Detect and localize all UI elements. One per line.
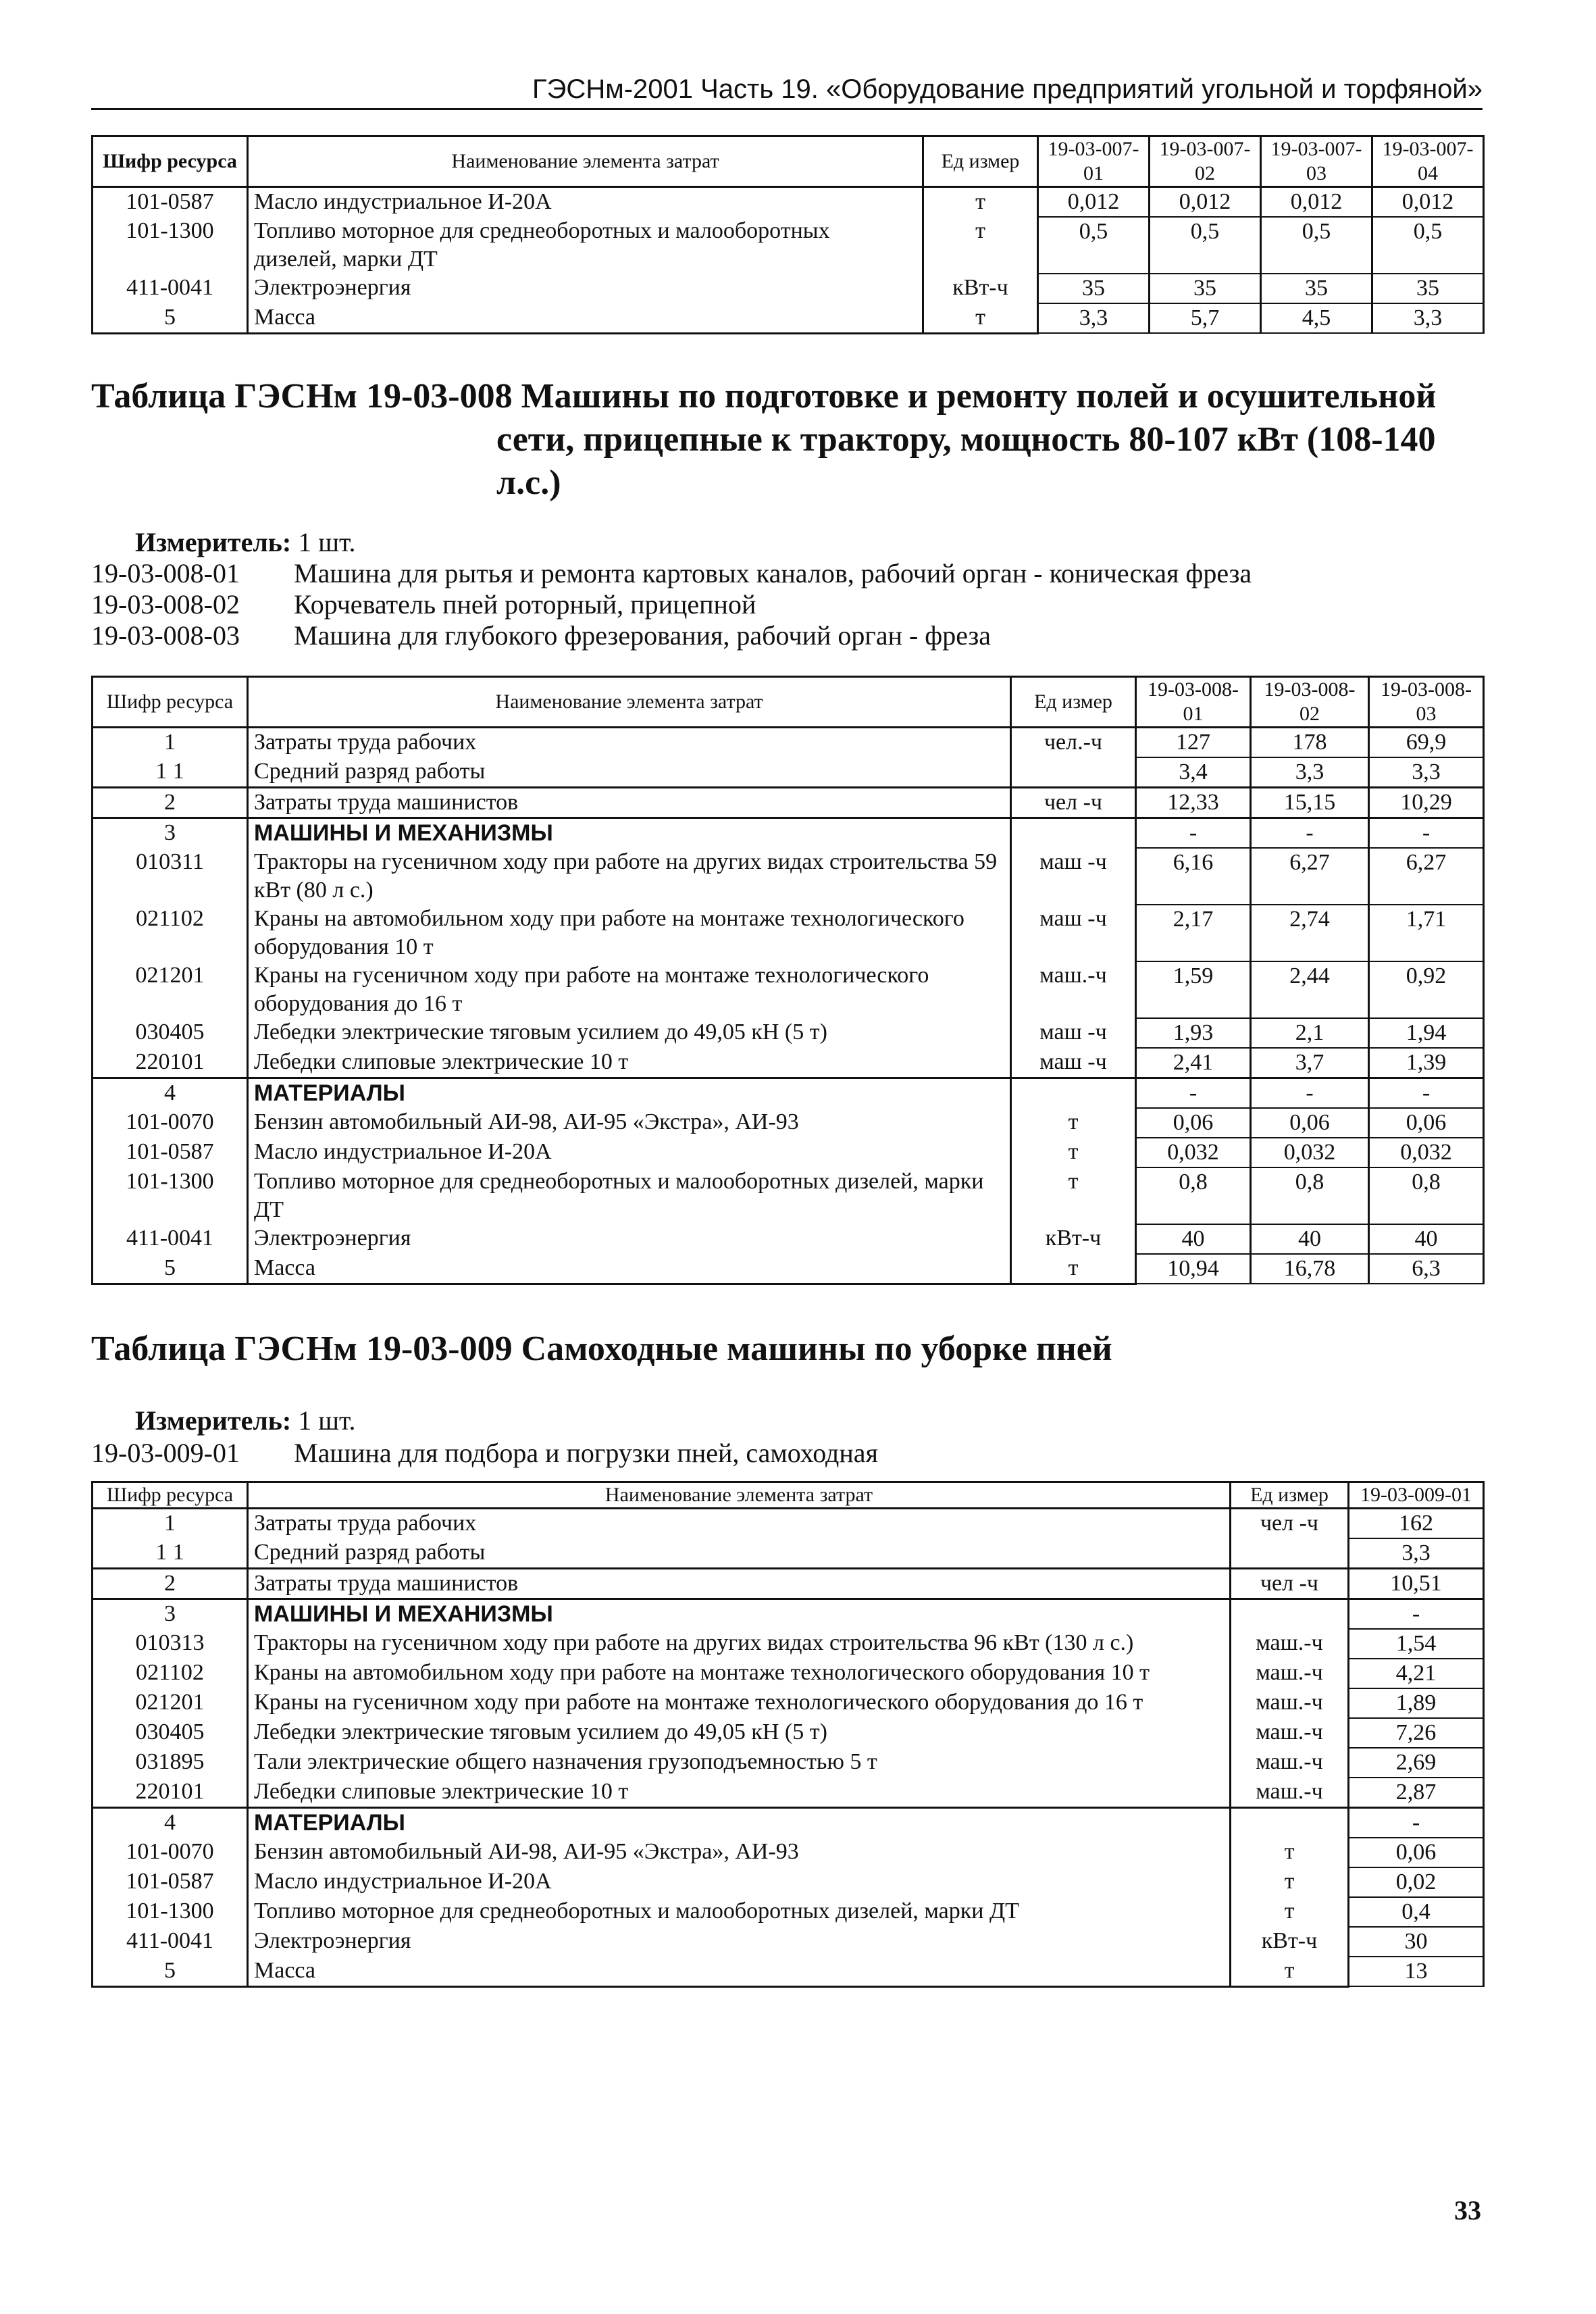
item-list-19-03-009 xyxy=(91,1438,878,1469)
unit-cell: маш.-ч xyxy=(1231,1659,1349,1688)
unit-cell xyxy=(1231,1538,1349,1569)
table-header-row xyxy=(93,1482,1484,1509)
title-line: л.с.) xyxy=(496,463,561,502)
unit-cell: т xyxy=(1231,1897,1349,1927)
value-cell: 3,3 xyxy=(1349,1538,1484,1569)
value-cell: 0,012 xyxy=(1372,187,1484,218)
value-cell: 0,02 xyxy=(1349,1867,1484,1897)
unit-cell: маш.-ч xyxy=(1231,1778,1349,1808)
unit-cell xyxy=(1231,1599,1349,1630)
item-description: Машина для глубокого фрезерования, рабочий орган - фреза xyxy=(294,620,992,651)
unit-cell: чел.-ч xyxy=(1011,728,1136,758)
unit-cell: чел -ч xyxy=(1011,788,1136,818)
value-cell: 2,74 xyxy=(1251,905,1369,961)
value-cell: 1,54 xyxy=(1349,1629,1484,1659)
table-row xyxy=(93,961,1484,1018)
unit-cell: маш.-ч xyxy=(1231,1688,1349,1718)
cost-element-name-cell: Затраты труда рабочих xyxy=(248,728,1011,758)
cost-element-name-cell: МАШИНЫ И МЕХАНИЗМЫ xyxy=(248,1599,1231,1630)
cost-element-name-cell: Краны на автомобильном ходу при работе на монтаже технологического оборудования 10 т xyxy=(248,905,1011,961)
unit-cell: т xyxy=(1011,1108,1136,1138)
resource-code-cell: 030405 xyxy=(93,1018,248,1048)
item-description: Корчеватель пней роторный, прицепной xyxy=(294,589,756,620)
resource-code-cell: 1 1 xyxy=(93,757,248,788)
value-cell: 6,27 xyxy=(1369,848,1484,905)
value-cell: 1,93 xyxy=(1136,1018,1251,1048)
table-row xyxy=(93,1138,1484,1167)
resource-code-cell: 021201 xyxy=(93,961,248,1018)
value-cell: 2,41 xyxy=(1136,1048,1251,1078)
item-code: 19-03-008-02 xyxy=(91,589,240,620)
table-row xyxy=(93,1867,1484,1897)
item-code: 19-03-008-01 xyxy=(91,558,240,588)
cost-element-name-cell: Электроэнергия xyxy=(248,1224,1011,1254)
cost-element-name-cell: Масло индустриальное И-20А xyxy=(248,1138,1011,1167)
table-row xyxy=(93,757,1484,788)
value-cell: 0,012 xyxy=(1261,187,1372,218)
col-header: 19-03-008-03 xyxy=(1369,677,1484,728)
col-header: Наименование элемента затрат xyxy=(248,1482,1231,1509)
unit-cell: т xyxy=(1011,1167,1136,1224)
cost-element-name-cell: Топливо моторное для среднеоборотных и малооборотных дизелей, марки ДТ xyxy=(248,217,923,274)
resource-code-cell: 411-0041 xyxy=(93,274,248,303)
resource-code-cell: 3 xyxy=(93,1599,248,1630)
value-cell: 12,33 xyxy=(1136,788,1251,818)
table-header-row xyxy=(93,677,1484,728)
item-row xyxy=(91,1438,878,1469)
table-row xyxy=(93,1688,1484,1718)
table-row xyxy=(93,274,1484,303)
value-cell: 40 xyxy=(1251,1224,1369,1254)
value-cell: 1,89 xyxy=(1349,1688,1484,1718)
value-cell: - xyxy=(1369,1078,1484,1109)
resource-code-cell: 1 xyxy=(93,728,248,758)
value-cell: 0,032 xyxy=(1369,1138,1484,1167)
resource-code-cell: 3 xyxy=(93,818,248,849)
cost-element-name-cell: МАТЕРИАЛЫ xyxy=(248,1078,1011,1109)
table-row xyxy=(93,1927,1484,1957)
value-cell: 2,17 xyxy=(1136,905,1251,961)
resource-code-cell: 101-0587 xyxy=(93,1138,248,1167)
table-row xyxy=(93,1629,1484,1659)
unit-cell xyxy=(1231,1808,1349,1838)
cost-element-name-cell: Бензин автомобильный АИ-98, АИ-95 «Экстра», АИ-93 xyxy=(248,1838,1231,1867)
value-cell: 0,8 xyxy=(1136,1167,1251,1224)
resource-code-cell: 5 xyxy=(93,303,248,333)
value-cell: 0,5 xyxy=(1038,217,1150,274)
unit-cell: маш.-ч xyxy=(1231,1629,1349,1659)
resource-code-cell: 1 1 xyxy=(93,1538,248,1569)
cost-element-name-cell: Электроэнергия xyxy=(248,274,923,303)
cost-element-name-cell: Лебедки слиповые электрические 10 т xyxy=(248,1048,1011,1078)
resource-code-cell: 4 xyxy=(93,1808,248,1838)
unit-cell: т xyxy=(1231,1867,1349,1897)
value-cell: 1,39 xyxy=(1369,1048,1484,1078)
resource-code-cell: 411-0041 xyxy=(93,1224,248,1254)
resource-code-cell: 101-0070 xyxy=(93,1838,248,1867)
value-cell: 0,06 xyxy=(1251,1108,1369,1138)
value-cell: 2,87 xyxy=(1349,1778,1484,1808)
measure-line xyxy=(135,527,356,558)
value-cell: 3,3 xyxy=(1372,303,1484,333)
cost-element-name-cell: Масса xyxy=(248,1957,1231,1986)
resource-code-cell: 021102 xyxy=(93,1659,248,1688)
resource-code-cell: 030405 xyxy=(93,1718,248,1748)
table-19-03-009 xyxy=(91,1481,1485,1988)
value-cell: 0,032 xyxy=(1136,1138,1251,1167)
cost-element-name-cell: Затраты труда рабочих xyxy=(248,1509,1231,1539)
value-cell: - xyxy=(1136,1078,1251,1109)
unit-cell xyxy=(1011,1078,1136,1109)
value-cell: 40 xyxy=(1136,1224,1251,1254)
table-row xyxy=(93,905,1484,961)
resource-code-cell: 1 xyxy=(93,1509,248,1539)
unit-cell xyxy=(1011,818,1136,849)
value-cell: 35 xyxy=(1038,274,1150,303)
unit-cell: кВт-ч xyxy=(1011,1224,1136,1254)
unit-cell: т xyxy=(923,303,1038,333)
value-cell: - xyxy=(1251,818,1369,849)
unit-cell: маш -ч xyxy=(1011,905,1136,961)
table-row xyxy=(93,1748,1484,1778)
table-row xyxy=(93,1048,1484,1078)
table-19-03-007 xyxy=(91,135,1485,334)
resource-code-cell: 411-0041 xyxy=(93,1927,248,1957)
cost-element-name-cell: Затраты труда машинистов xyxy=(248,1569,1231,1599)
col-header: Шифр ресурса xyxy=(93,1482,248,1509)
table-row xyxy=(93,1078,1484,1109)
resource-code-cell: 010311 xyxy=(93,848,248,905)
value-cell: 15,15 xyxy=(1251,788,1369,818)
value-cell: - xyxy=(1136,818,1251,849)
table-row xyxy=(93,1808,1484,1838)
table-row xyxy=(93,1897,1484,1927)
value-cell: 0,032 xyxy=(1251,1138,1369,1167)
value-cell: 1,59 xyxy=(1136,961,1251,1018)
resource-code-cell: 2 xyxy=(93,788,248,818)
value-cell: 5,7 xyxy=(1150,303,1261,333)
unit-cell: кВт-ч xyxy=(923,274,1038,303)
value-cell: 1,71 xyxy=(1369,905,1484,961)
value-cell: 127 xyxy=(1136,728,1251,758)
unit-cell: маш.-ч xyxy=(1231,1718,1349,1748)
value-cell: 7,26 xyxy=(1349,1718,1484,1748)
cost-element-name-cell: МАШИНЫ И МЕХАНИЗМЫ xyxy=(248,818,1011,849)
unit-cell: т xyxy=(923,187,1038,218)
item-description: Машина для рытья и ремонта картовых каналов, рабочий орган - коническая фреза xyxy=(294,558,1252,588)
value-cell: 4,21 xyxy=(1349,1659,1484,1688)
unit-cell: т xyxy=(1011,1254,1136,1284)
value-cell: 3,3 xyxy=(1038,303,1150,333)
col-header: 19-03-007-01 xyxy=(1038,136,1150,187)
resource-code-cell: 4 xyxy=(93,1078,248,1109)
cost-element-name-cell: Топливо моторное для среднеоборотных и малооборотных дизелей, марки ДТ xyxy=(248,1167,1011,1224)
running-header: ГЭСНм-2001 Часть 19. «Оборудование предприятий угольной и торфяной» xyxy=(91,74,1483,110)
unit-cell: маш -ч xyxy=(1011,1048,1136,1078)
cost-element-name-cell: Затраты труда машинистов xyxy=(248,788,1011,818)
resource-code-cell: 101-0587 xyxy=(93,1867,248,1897)
resource-code-cell: 101-1300 xyxy=(93,1167,248,1224)
table-row xyxy=(93,848,1484,905)
item-row xyxy=(91,558,1252,589)
value-cell: 0,4 xyxy=(1349,1897,1484,1927)
value-cell: 6,27 xyxy=(1251,848,1369,905)
table-row xyxy=(93,1538,1484,1569)
resource-code-cell: 010313 xyxy=(93,1629,248,1659)
value-cell: 40 xyxy=(1369,1224,1484,1254)
col-header: Ед измер xyxy=(1011,677,1136,728)
unit-cell: маш.-ч xyxy=(1231,1748,1349,1778)
value-cell: 0,8 xyxy=(1369,1167,1484,1224)
unit-cell: т xyxy=(1011,1138,1136,1167)
cost-element-name-cell: Масло индустриальное И-20А xyxy=(248,1867,1231,1897)
cost-element-name-cell: Средний разряд работы xyxy=(248,757,1011,788)
table-row xyxy=(93,1569,1484,1599)
value-cell: 3,4 xyxy=(1136,757,1251,788)
measure-value: 1 шт. xyxy=(298,1405,356,1436)
title-line: Таблица ГЭСНм 19-03-008 Машины по подготовке и ремонту полей и осушительной xyxy=(91,377,1437,416)
value-cell: 13 xyxy=(1349,1957,1484,1986)
resource-code-cell: 021102 xyxy=(93,905,248,961)
value-cell: 10,29 xyxy=(1369,788,1484,818)
table-19-03-008 xyxy=(91,676,1485,1285)
resource-code-cell: 021201 xyxy=(93,1688,248,1718)
value-cell: 6,16 xyxy=(1136,848,1251,905)
col-header: Наименование элемента затрат xyxy=(248,136,923,187)
page-number: 33 xyxy=(1454,2195,1481,2225)
table-row xyxy=(93,1509,1484,1539)
col-header: Ед измер xyxy=(923,136,1038,187)
measure-value: 1 шт. xyxy=(298,527,356,557)
table-row xyxy=(93,187,1484,218)
col-header: 19-03-007-04 xyxy=(1372,136,1484,187)
table-title-19-03-008 xyxy=(91,375,1510,505)
value-cell: 178 xyxy=(1251,728,1369,758)
table-row xyxy=(93,1167,1484,1224)
table-row xyxy=(93,1224,1484,1254)
value-cell: 0,5 xyxy=(1150,217,1261,274)
table-row xyxy=(93,217,1484,274)
resource-code-cell: 101-0587 xyxy=(93,187,248,218)
unit-cell: чел -ч xyxy=(1231,1569,1349,1599)
resource-code-cell: 101-1300 xyxy=(93,1897,248,1927)
value-cell: 0,012 xyxy=(1038,187,1150,218)
item-row xyxy=(91,620,1252,651)
value-cell: 0,8 xyxy=(1251,1167,1369,1224)
value-cell: 0,5 xyxy=(1261,217,1372,274)
measure-label: Измеритель: xyxy=(135,527,292,557)
col-header: 19-03-008-01 xyxy=(1136,677,1251,728)
value-cell: 35 xyxy=(1261,274,1372,303)
resource-code-cell: 2 xyxy=(93,1569,248,1599)
value-cell: 2,69 xyxy=(1349,1748,1484,1778)
value-cell: 3,3 xyxy=(1369,757,1484,788)
unit-cell: маш.-ч xyxy=(1011,961,1136,1018)
value-cell: 10,51 xyxy=(1349,1569,1484,1599)
cost-element-name-cell: Лебедки слиповые электрические 10 т xyxy=(248,1778,1231,1808)
value-cell: 1,94 xyxy=(1369,1018,1484,1048)
cost-element-name-cell: Лебедки электрические тяговым усилием до 49,05 кН (5 т) xyxy=(248,1718,1231,1748)
resource-code-cell: 101-0070 xyxy=(93,1108,248,1138)
table-row xyxy=(93,788,1484,818)
cost-element-name-cell: Бензин автомобильный АИ-98, АИ-95 «Экстра», АИ-93 xyxy=(248,1108,1011,1138)
value-cell: - xyxy=(1251,1078,1369,1109)
table-row xyxy=(93,818,1484,849)
unit-cell: маш -ч xyxy=(1011,1018,1136,1048)
value-cell: 0,06 xyxy=(1369,1108,1484,1138)
table-row xyxy=(93,1838,1484,1867)
table-row xyxy=(93,1957,1484,1986)
cost-element-name-cell: Масса xyxy=(248,303,923,333)
col-header: 19-03-007-03 xyxy=(1261,136,1372,187)
cost-element-name-cell: Тракторы на гусеничном ходу при работе на других видах строительства 96 кВт (130 л с.) xyxy=(248,1629,1231,1659)
value-cell: 10,94 xyxy=(1136,1254,1251,1284)
cost-element-name-cell: Тракторы на гусеничном ходу при работе на других видах строительства 59 кВт (80 л с.) xyxy=(248,848,1011,905)
resource-code-cell: 220101 xyxy=(93,1778,248,1808)
value-cell: 69,9 xyxy=(1369,728,1484,758)
cost-element-name-cell: Краны на автомобильном ходу при работе на монтаже технологического оборудования 10 т xyxy=(248,1659,1231,1688)
value-cell: 0,06 xyxy=(1349,1838,1484,1867)
resource-code-cell: 101-1300 xyxy=(93,217,248,274)
cost-element-name-cell: Масса xyxy=(248,1254,1011,1284)
table-row xyxy=(93,728,1484,758)
unit-cell: т xyxy=(923,217,1038,274)
table-title-19-03-009: Таблица ГЭСНм 19-03-009 Самоходные машины по уборке пней xyxy=(91,1330,1112,1368)
resource-code-cell: 5 xyxy=(93,1254,248,1284)
resource-code-cell: 031895 xyxy=(93,1748,248,1778)
title-line: сети, прицепные к трактору, мощность 80-107 кВт (108-140 xyxy=(496,420,1436,459)
value-cell: 2,44 xyxy=(1251,961,1369,1018)
unit-cell: т xyxy=(1231,1838,1349,1867)
value-cell: 35 xyxy=(1150,274,1261,303)
table-header-row xyxy=(93,136,1484,187)
value-cell: 3,3 xyxy=(1251,757,1369,788)
item-description: Машина для подбора и погрузки пней, самоходная xyxy=(294,1438,878,1468)
table-row xyxy=(93,1599,1484,1630)
cost-element-name-cell: Электроэнергия xyxy=(248,1927,1231,1957)
cost-element-name-cell: Лебедки электрические тяговым усилием до 49,05 кН (5 т) xyxy=(248,1018,1011,1048)
value-cell: 16,78 xyxy=(1251,1254,1369,1284)
measure-line xyxy=(135,1405,356,1436)
unit-cell: кВт-ч xyxy=(1231,1927,1349,1957)
col-header: 19-03-007-02 xyxy=(1150,136,1261,187)
value-cell: 30 xyxy=(1349,1927,1484,1957)
value-cell: 0,5 xyxy=(1372,217,1484,274)
unit-cell xyxy=(1011,757,1136,788)
value-cell: 2,1 xyxy=(1251,1018,1369,1048)
unit-cell: маш -ч xyxy=(1011,848,1136,905)
col-header: Ед измер xyxy=(1231,1482,1349,1509)
table-row xyxy=(93,1718,1484,1748)
value-cell: - xyxy=(1369,818,1484,849)
col-header: 19-03-009-01 xyxy=(1349,1482,1484,1509)
value-cell: - xyxy=(1349,1808,1484,1838)
resource-code-cell: 5 xyxy=(93,1957,248,1986)
cost-element-name-cell: Топливо моторное для среднеоборотных и малооборотных дизелей, марки ДТ xyxy=(248,1897,1231,1927)
item-code: 19-03-009-01 xyxy=(91,1438,240,1468)
table-row xyxy=(93,1659,1484,1688)
value-cell: 0,012 xyxy=(1150,187,1261,218)
col-header: Шифр ресурса xyxy=(93,136,248,187)
item-code: 19-03-008-03 xyxy=(91,620,240,651)
item-list-19-03-008 xyxy=(91,558,1252,651)
value-cell: 0,06 xyxy=(1136,1108,1251,1138)
table-row xyxy=(93,1018,1484,1048)
table-row xyxy=(93,1108,1484,1138)
measure-label: Измеритель: xyxy=(135,1405,292,1436)
cost-element-name-cell: Краны на гусеничном ходу при работе на монтаже технологического оборудования до 16 т xyxy=(248,961,1011,1018)
unit-cell: т xyxy=(1231,1957,1349,1986)
table-row xyxy=(93,1778,1484,1808)
value-cell: - xyxy=(1349,1599,1484,1630)
value-cell: 162 xyxy=(1349,1509,1484,1539)
value-cell: 35 xyxy=(1372,274,1484,303)
value-cell: 4,5 xyxy=(1261,303,1372,333)
value-cell: 0,92 xyxy=(1369,961,1484,1018)
unit-cell: чел -ч xyxy=(1231,1509,1349,1539)
value-cell: 6,3 xyxy=(1369,1254,1484,1284)
col-header: Наименование элемента затрат xyxy=(248,677,1011,728)
cost-element-name-cell: Средний разряд работы xyxy=(248,1538,1231,1569)
cost-element-name-cell: Краны на гусеничном ходу при работе на монтаже технологического оборудования до 16 т xyxy=(248,1688,1231,1718)
cost-element-name-cell: Тали электрические общего назначения грузоподъемностью 5 т xyxy=(248,1748,1231,1778)
value-cell: 3,7 xyxy=(1251,1048,1369,1078)
table-row xyxy=(93,1254,1484,1284)
cost-element-name-cell: МАТЕРИАЛЫ xyxy=(248,1808,1231,1838)
table-row xyxy=(93,303,1484,333)
cost-element-name-cell: Масло индустриальное И-20А xyxy=(248,187,923,218)
col-header: 19-03-008-02 xyxy=(1251,677,1369,728)
col-header: Шифр ресурса xyxy=(93,677,248,728)
resource-code-cell: 220101 xyxy=(93,1048,248,1078)
item-row xyxy=(91,589,1252,620)
